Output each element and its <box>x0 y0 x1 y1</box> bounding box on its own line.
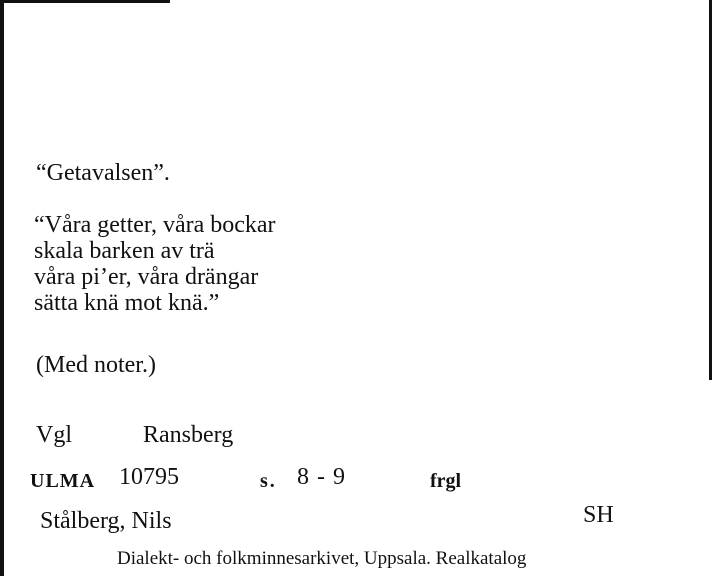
verse-line: våra pi’er, våra drängar <box>34 264 259 290</box>
verse-line: skala barken av trä <box>34 238 215 264</box>
card-border-right <box>709 0 712 380</box>
archive-tag: frgl <box>430 470 462 492</box>
author-name: Stålberg, Nils <box>40 508 172 534</box>
verse-line: “Våra getter, våra bockar <box>34 212 276 238</box>
pages-label: s. <box>260 470 277 492</box>
archive-number: 10795 <box>119 464 179 490</box>
card-border-top <box>0 0 170 3</box>
archive-footer: Dialekt- och folkminnesarkivet, Uppsala. Realkatalog <box>117 548 527 569</box>
verse-line: sätta knä mot knä.” <box>34 290 220 316</box>
recorder-initials: SH <box>583 502 614 528</box>
pages-range: 8 - 9 <box>297 464 346 490</box>
reference-label: Vgl <box>36 422 72 448</box>
reference-name: Ransberg <box>143 422 234 448</box>
card-border-left <box>0 0 4 576</box>
notes-remark: (Med noter.) <box>36 352 156 378</box>
verse-block <box>34 212 276 316</box>
song-title: “Getavalsen”. <box>36 160 170 186</box>
archive-label: ULMA <box>30 470 96 492</box>
